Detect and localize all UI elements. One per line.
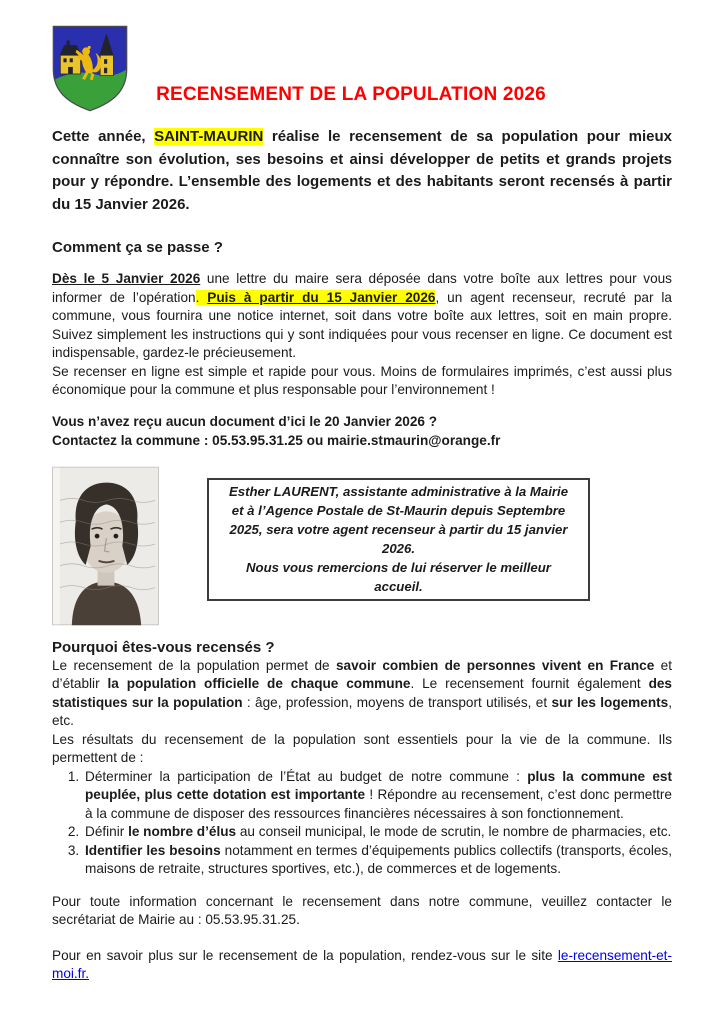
bold-run: la population officielle de chaque commune: [107, 676, 411, 691]
bold-run: des statistiques sur la population: [52, 676, 672, 710]
list-item: [83, 842, 672, 879]
results-paragraph: Les résultats du recensement de la population sont essentiels pour la vie de la commune. Ils permettent de :: [52, 731, 672, 765]
agent-info-box: [207, 478, 590, 601]
text-run: ou: [302, 432, 328, 448]
list-item: [83, 768, 672, 824]
intro-paragraph: [52, 126, 672, 216]
heading-why-census: Pourquoi êtes-vous recensés ?: [52, 638, 275, 656]
text-run: Cette année,: [52, 128, 155, 145]
reasons-list: [52, 768, 672, 879]
bold-run: savoir combien de personnes vivent en France: [335, 657, 655, 673]
document-body: [0, 126, 724, 984]
why-paragraph: [52, 657, 672, 731]
phone-number: 05.53.95.31.25: [212, 432, 303, 448]
bold-run: plus la commune est peuplée, plus cette dotation est importante: [85, 768, 672, 802]
document-header: [0, 0, 724, 112]
agent-photo: [52, 466, 159, 626]
online-census-paragraph: Se recenser en ligne est simple et rapide pour vous. Moins de formulaires imprimés, c’est aussi plus économique pour la commune et plus responsable pour l’environnement !: [52, 363, 672, 397]
no-document-block: [52, 412, 672, 450]
agent-welcome-note: Nous vous remercions de lui réserver le meilleur accueil.: [246, 560, 551, 594]
info-contact-paragraph: Pour toute information concernant le recensement dans notre commune, veuillez contacter le secrétariat de Mairie au : 05.53.95.31.25.: [52, 893, 672, 927]
text-run: , un agent recenseur, recruté par la commune, vous fournira une notice internet, soit dans votre boîte aux lettres, soit en main propre. Suivez simplement les instructions qui y sont indiquées pour vous recenser en ligne. Ce document est indispensable, gardez-le précieusement.: [52, 289, 672, 360]
text-run: : âge, profession, moyens de transport utilisés, et: [242, 694, 552, 710]
bold-run: le nombre d’élus: [128, 824, 237, 839]
text-run: . Le recensement fournit également: [410, 676, 649, 691]
contact-line: [52, 431, 672, 450]
agent-description: Esther LAURENT, assistante administrative à la Mairie et à l’Agence Postale de St-Maurin depuis Septembre 2025, sera votre agent recenseur à partir du 15 janvier 2026.: [228, 484, 569, 556]
text-run: Pour en savoir plus sur le recensement de la population, rendez-vous sur le site: [52, 947, 558, 963]
how-paragraph: [52, 270, 672, 363]
text-run: ! Répondre au recensement, c’est donc permettre à la commune de disposer des ressources financières nécessaires à son fonctionnement.: [85, 787, 672, 821]
bold-run: sur les logements: [551, 694, 669, 710]
text-run: Définir: [85, 824, 129, 839]
bold-run: Identifier les besoins: [85, 842, 221, 858]
more-info-paragraph: [52, 947, 672, 984]
commune-name-highlight: SAINT-MAURIN: [154, 128, 264, 145]
email-address: mairie.stmaurin@orange.fr: [327, 432, 501, 448]
text-run: , etc.: [52, 694, 673, 728]
text-run: notamment en termes d’équipements publics collectifs (transports, écoles, maisons de retraite, structures sportives, etc.), de commerces et de logements.: [85, 842, 672, 876]
date-15-january-highlight: Puis à partir du 15 Janvier 2026: [207, 289, 436, 305]
census-website-link[interactable]: le-recensement-et-moi.fr.: [52, 947, 672, 981]
page-title: RECENSEMENT DE LA POPULATION 2026: [156, 84, 546, 105]
agent-section: [52, 466, 672, 628]
no-document-question: Vous n’avez reçu aucun document d’ici le 20 Janvier 2026 ?: [52, 413, 438, 429]
text-run: Contactez la commune :: [52, 432, 213, 448]
text-run: réalise le recensement de sa population pour mieux connaître son évolution, ses besoins et ainsi développer de petits et grands projets pour y répondre. L’ensemble des logements et des habitants seront recensés à partir du 15 Janvier 2026.: [52, 128, 672, 213]
list-item: [83, 823, 672, 842]
text-run: au conseil municipal, le mode de scrutin, le nombre de pharmacies, etc.: [236, 824, 672, 839]
text-run: une lettre du maire sera déposée dans votre boîte aux lettres pour vous informer de l’opération: [52, 271, 672, 305]
text-run: et d’établir: [52, 657, 672, 691]
date-5-january-underline: Dès le 5 Janvier 2026: [52, 271, 201, 286]
text-run: Le recensement de la population permet de: [52, 657, 336, 673]
highlight-run: .: [195, 289, 208, 305]
heading-how-it-works: Comment ça se passe ?: [52, 239, 223, 256]
text-run: Déterminer la participation de l’État au budget de notre commune :: [85, 768, 528, 784]
